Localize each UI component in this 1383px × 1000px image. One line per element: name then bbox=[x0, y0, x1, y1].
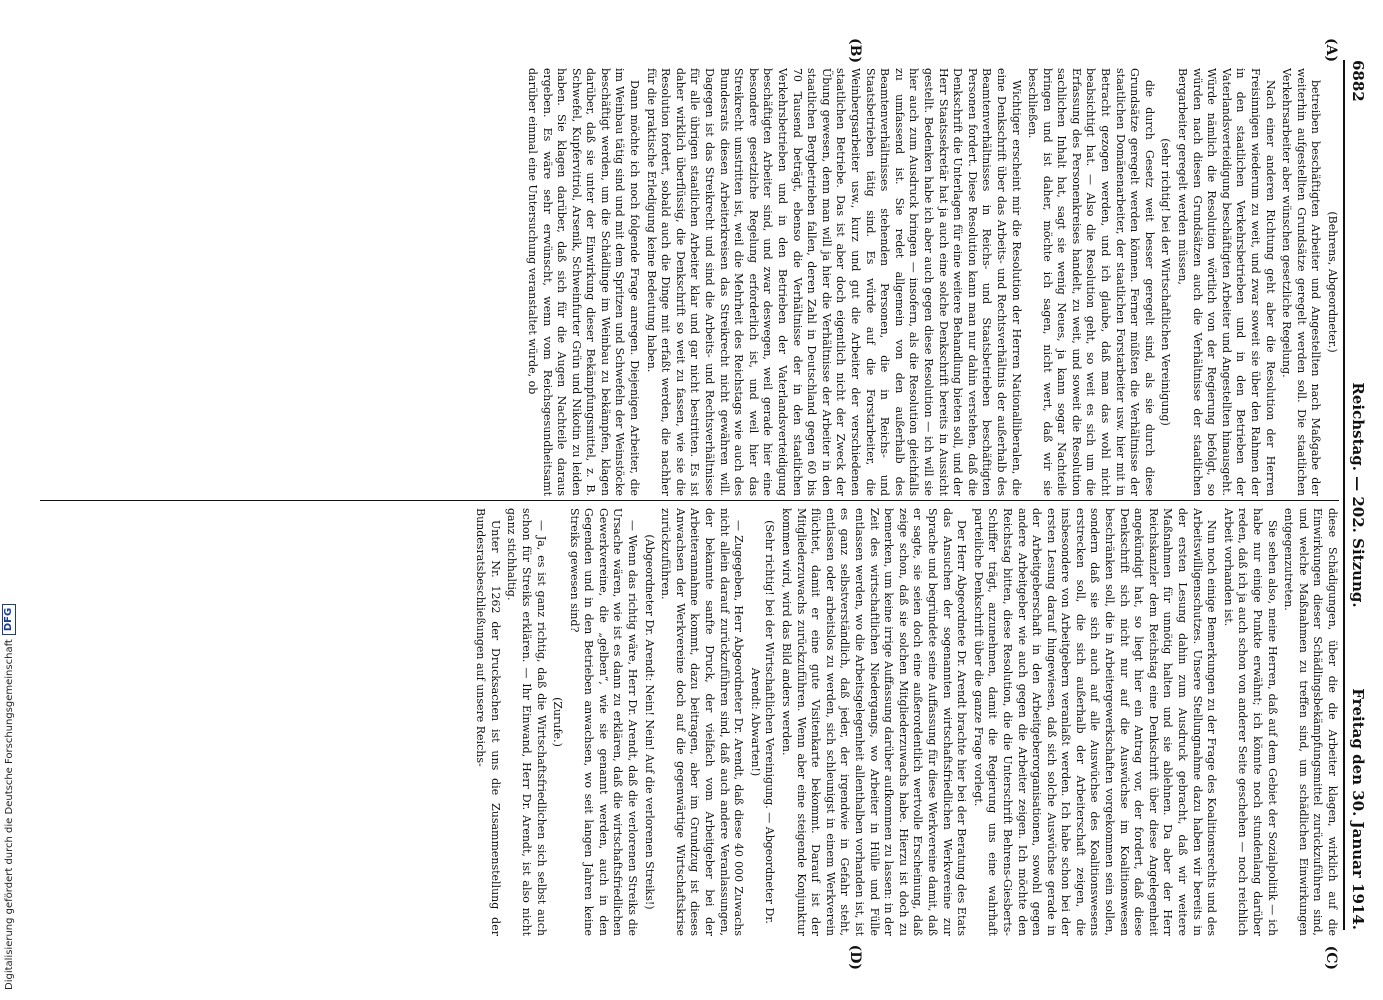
paragraph: — Zugegeben, Herr Abgeordneter Dr. Arendt, daß diese 40 000 Zuwachs nicht allein darauf zurückzuführen sind, daß auch andere Veranlassungen, der bekannte sanfte Druck, der vielfach vom Arbeitgeber bei der Arbeiterannahme kommt, dazu beitragen, aber im Grundzug ist dieses Anwachsen der Werkvereine doch auf die gegenwärtige Wirtschaftskrise zurückzuführen. bbox=[659, 508, 746, 936]
paragraph: Wichtiger erscheint mir die Resolution der Herren Nationalliberalen, die eine Denkschrift über das Arbeits- und Rechtsverhältnis der außerhalb des Beamtenverhältnisses in Reichs- und Staatsbetrieben beschäftigten Personen fordert. Diese Resolution kann man nur dahin verstehen, daß die Denkschrift die Unterlagen für eine weitere Behandlung bieten soll, und der Herr Staatssekretär hat ja auch eine solche Denkschrift bereits in Aussicht gestellt. Bedenken habe ich aber auch gegen diese Resolution — ich will sie hier auch zum Ausdruck bringen — insofern, als die Resolution gleichfalls zu umfassend ist. Sie redet allgemein von den außerhalb des Beamtenverhältnisses stehenden Personen, die in Reichs- und Staatsbetrieben tätig sind. Es würde auf die Forstarbeiter, die Weinbergsarbeiter usw., kurz und gut die Arbeiter der verschiedenen staatlichen Betriebe. Das ist aber doch eigentlich nicht der Zweck der Übung gewesen, denn man will ja hier die Verhältnisse der Arbeiter in den staatlichen Bergbetrieben fallen, deren Zahl in Deutschland gegen 60 bis 70 Tausend beträgt, ebenso die Verhältnisse der in den staatlichen Verkehrsbetrieben und in den Betrieben der Vaterlandsverteidigung beschäftigten Arbeiter sind, und zwar deswegen, weil gerade hier eine besondere gesetzliche Regelung erforderlich ist, und weil hier das Streikrecht umstritten ist, weil die Mehrheit des Reichstags wie auch des Bundesrats diesen Arbeiterkreisen das Streikrecht nicht gewähren will. Dagegen ist das Streikrecht und sind die Arbeits- und Rechtsverhältnisse für alle übrigen staatlichen Arbeiter klar und gar nicht bestritten. Es ist daher wirklich überflüssig, die Denkschrift so weit zu fassen, wie sie die Resolution fordert, sobald auch die Dinge mit erfaßt werden, die nachher für die praktische Erledigung keine Bedeutung haben. bbox=[644, 68, 1023, 496]
paragraph: Dann möchte ich noch folgende Frage anregen. Diejenigen Arbeiter, die im Weinbau tätig sind und mit dem Spritzen und Schwefeln der Weinstöcke beschäftigt werden, um die Schädlinge im Weinbau zu bekämpfen, klagen darüber, daß sie unter der Einwirkung dieser Bekämpfungsmittel, z. B. Schwefel, Kupfervitriol, Arsenik, Schweinfurter Grün und Nikotin zu leiden haben. Sie klagen darüber, daß sich für die Augen Nachteile daraus ergeben. Es wäre sehr erwünscht, wenn vom Reichsgesundheitsamt darüber einmal eine Untersuchung veranstaltet würde, ob bbox=[525, 68, 642, 496]
margin-marker-b: (B) bbox=[847, 38, 863, 64]
paragraph: diese Schädigungen, über die die Arbeiter klagen, wirklich auf die Einwirkungen dieser Schädlingsbekämpfungsmittel zurückzuführen sind, und welche Maßnahmen zu treffen sind, um schädlichen Einwirkungen entgegenzutreten. bbox=[1282, 508, 1339, 936]
paragraph: — Ja, es ist ganz richtig, daß die Wirtschaftsfriedlichen sich selbst auch schon für Streiks erklären. — Ihr Einwand, Herr Dr. Arendt, ist also nicht ganz stichhaltig. bbox=[505, 508, 548, 936]
paragraph: (Zurufe.) bbox=[551, 697, 565, 747]
paragraph: Nun noch einige Bemerkungen zu der Frage des Koalitionsrechts und des Arbeitswilligenschutzes. Unsere Stellungnahme dazu haben wir bereits in der ersten Lesung dahin zum Ausdruck gebracht, daß wir weitere Maßnahmen für unnötig halten und sie ablehnen. Da aber der Herr Reichskanzler dem Reichstag eine Denkschrift über diese Angelegenheit angekündigt hat, so liegt hier ein Antrag vor, der fordert, daß diese Denkschrift sich nicht nur auf die Auswüchse im Koalitionswesen beschränken soll, die in Arbeitergewerkschaften vorgekommen sein sollen, sondern daß sie sich auch auf alle Auswüchse des Koalitionswesens erstrecken soll, die sich außerhalb der Arbeiterschaft zeigen, die insbesondere von Arbeitgebern veranlaßt werden. Ich habe schon bei der ersten Lesung darauf hingewiesen, daß sich solche Auswüchse gerade in der Arbeitgeberschaft in den Arbeitgeberorganisationen, sowohl gegen andere Arbeitgeber wie auch gegen die Arbeiter zeigen. Ich möchte den Reichstag bitten, diese Resolution, die die Unterschrift Behrens-Giesberts-Schiffer trägt, anzunehmen, damit die Regierung uns eine wahrhaft parteiliche Denkschrift über die ganze Frage vorlegt. bbox=[971, 508, 1219, 936]
paragraph: Der Herr Abgeordnete Dr. Arendt brachte hier bei der Beratung des Etats das Ansuchen der sogenannten wirtschaftsfriedlichen Werkvereine zur Sprache und begründete seine Auffassung für diese Werkvereine damit, daß er sagte, sie seien doch eine außerordentlich wertvolle Erscheinung, daß zeige schon, daß sie solchen Mitgliederzuwachs habe. Hierzu ist doch zu bemerken, um keine irrige Auffassung darüber aufkommen zu lassen: in der Zeit des wirtschaftlichen Niedergangs, wo Arbeiter in Hülle und Fülle entlassen werden, wo die Arbeitsgelegenheit allenthalben vorhanden ist, ist es ganz selbstverständlich, daß jeder, der irgendwie in Gefahr steht, entlassen oder arbeitslos zu werden, sich schleunigst in einem Werkverein flüchtet, damit er eine gute Visitenkarte bekommt. Darauf ist der Mitgliederzuwachs zurückzuführen. Wenn aber eine steigende Konjunktur kommen wird, wird das Bild anders werden. bbox=[780, 508, 969, 936]
running-head: Reichstag. — 202. Sitzung. bbox=[1349, 382, 1367, 608]
paragraph: betreiben beschäftigten Arbeiter und Angestellten nach Maßgabe der weiterhin aufgestellten Grundsätze geregelt werden soll. Die staatlichen Verkehrsarbeiter aber wünschen gesetzliche Regelung. bbox=[1280, 68, 1323, 496]
page-number: 6882 bbox=[1349, 60, 1367, 102]
paragraph: (Behrens, Abgeordneter.) bbox=[1326, 211, 1339, 353]
paragraph: die durch Gesetz weit besser geregelt sind, als sie durch diese Grundsätze geregelt werden können. Ferner müßten die Verhältnisse der staatlichen Domänenarbeiter, der staatlichen Forstarbeiter usw. hier mit in Betracht gezogen werden, und ich glaube, daß man das wohl nicht beabsichtigt hat. — Also die Resolution geht, so weit es sich um die Erfassung des Personenkreises handelt, zu weit, und soweit die Resolution sachlichen Inhalt hat, sagt sie wenig Neues, ja kann sogar Nachteile bringen und ist daher, möchte ich sagen, nicht wert, daß wir sie beschließen. bbox=[1026, 68, 1156, 496]
paragraph: (Abgeordneter Dr. Arendt: Nein! Nein! Auf die verlorenen Streiks!) bbox=[642, 534, 656, 910]
paragraph: Nach einer anderen Richtung geht aber die Resolution der Herren Freisinnigen wiederum zu weit, und zwar soweit sie über den Rahmen der in den staatlichen Verkehrsbetrieben und in den Betrieben der Vaterlandsverteidigung beschäftigten Arbeiter und Angestellten hinausgeht. Würde nämlich die Resolution wörtlich von der Regierung befolgt, so würden nach diesen Grundsätzen auch die Verhältnisse der staatlichen Bergarbeiter geregelt werden müssen, bbox=[1176, 68, 1277, 496]
margin-marker-a: (A) bbox=[1323, 38, 1339, 63]
header-date: Freitag den 30. Januar 1914. bbox=[1349, 688, 1367, 930]
paragraph: — Wenn das richtig wäre, Herr Dr. Arendt, daß die verlorenen Streiks die Ursache wären, wie ist es dann zu erklären, daß die wirtschaftsfriedlichen Gewerkvereine, die „gelben“, wie sie genannt werden, auch in den Gegenden und in den Betrieben anwachsen, wo seit langen Jahren keine Streiks gewesen sind? bbox=[567, 508, 640, 936]
page-header bbox=[1343, 60, 1369, 930]
paragraph: (sehr richtig! bei der Wirtschaftlichen Vereinigung) bbox=[1159, 138, 1173, 426]
right-text-column bbox=[40, 508, 1339, 936]
margin-marker-c: (C) bbox=[1323, 945, 1339, 970]
paragraph: Sie sehen also, meine Herren, daß auf dem Gebiet der Sozialpolitik — ich habe nur einige Punkte erwähnt; ich könnte noch stundenlang darüber reden, daß ich ja auch schon von anderer Seite geschehen — noch reichlich Arbeit vorhanden ist. bbox=[1221, 508, 1279, 936]
paragraph: Unter Nr. 1262 der Drucksachen ist uns die Zusammenstellung der Bundesratsbeschließungen auf unsere Reichs- bbox=[474, 508, 502, 936]
digitization-credit bbox=[2, 604, 16, 990]
left-text-column bbox=[40, 68, 1339, 496]
margin-marker-d: (D) bbox=[847, 944, 863, 970]
credit-text: Digitalisierung gefördert durch die Deutsche Forschungsgemeinschaft bbox=[3, 639, 15, 990]
paragraph: (Sehr richtig! bei der Wirtschaftlichen Vereinigung. — Abgeordneter Dr. Arendt: Abwarten!) bbox=[748, 520, 777, 924]
column-divider bbox=[40, 500, 1339, 501]
dfg-logo: DFG bbox=[2, 604, 16, 635]
